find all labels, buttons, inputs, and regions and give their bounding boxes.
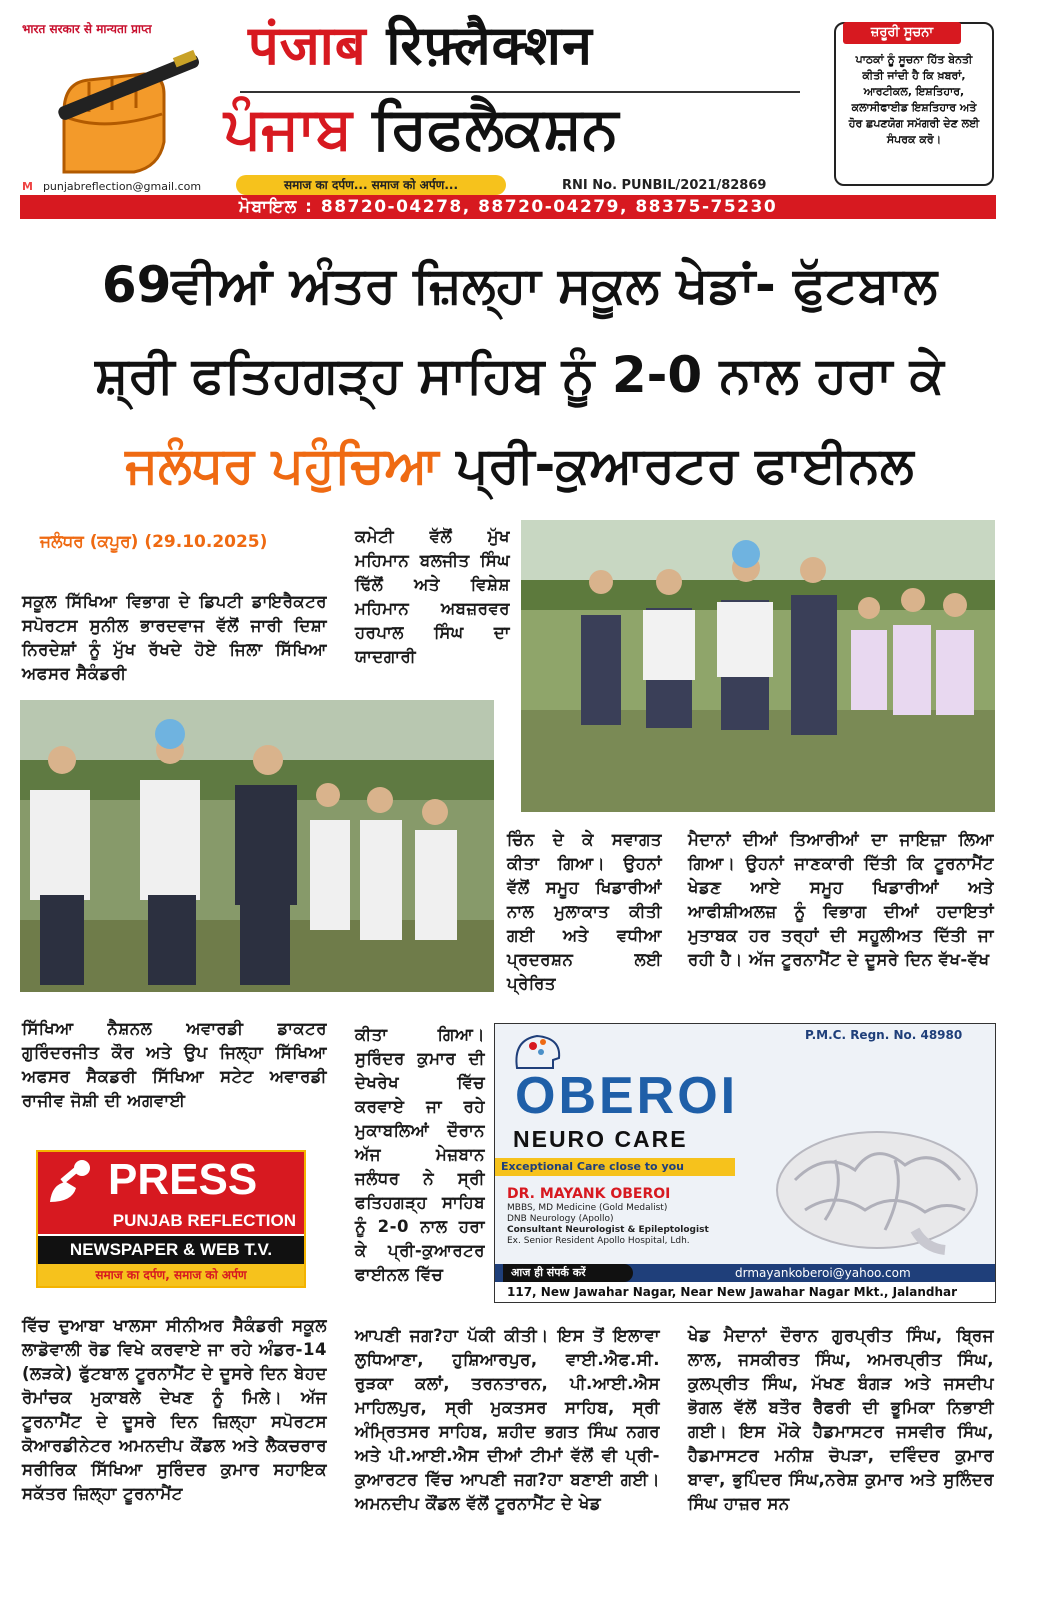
ad-regn: P.M.C. Regn. No. 48980 [805,1028,963,1042]
ad-qual-2: DNB Neurology (Apollo) [507,1214,614,1224]
dateline: ਜਲੰਧਰ (ਕਪੂਰ) (29.10.2025) [40,532,268,552]
notice-tag: ਜ਼ਰੂਰੀ ਸੂਚਨਾ [843,22,961,44]
masthead-tagline: समाज का दर्पण... समाज को अर्पण... [236,175,506,195]
title-hindi-part2: रिफ़्लैक्शन [386,14,593,77]
ad-qualifications [507,1203,709,1247]
headline-line1: 69ਵੀਆਂ ਅੰਤਰ ਜ਼ਿਲ੍ਹਾ ਸਕੂਲ ਖੇਡਾਂ- ਫੁੱਟਬਾਲ [101,256,938,314]
photo-players-greeting [20,700,494,992]
ad-slogan: Exceptional Care close to you [495,1158,735,1176]
ad-brand: OBEROI [515,1067,739,1125]
microphone-hand-icon [46,1158,96,1204]
masthead-title-hindi [248,16,593,76]
photo-officials-meeting [521,520,995,812]
press-motto: समाज का दर्पण, समाज को अर्पण [38,1264,304,1286]
gov-recognition: भारत सरकार से मान्यता प्राप्त [22,22,152,36]
ad-doctor: DR. MAYANK OBEROI [507,1186,671,1202]
masthead-email [22,180,201,193]
title-punjabi-part2: ਰਿਫਲੈਕਸ਼ਨ [372,94,619,162]
ad-brand2: NEURO CARE [513,1126,688,1152]
press-logo [36,1150,306,1288]
title-hindi-part1: पंजाब [248,14,367,77]
headline-line2: ਸ਼੍ਰੀ ਫਤਿਹਗੜ੍ਹ ਸਾਹਿਬ ਨੂੰ 2-0 ਨਾਲ ਹਰਾ ਕੇ [95,346,944,404]
masthead-divider [240,91,800,93]
email-text: punjabreflection@gmail.com [42,180,202,193]
pen-fist-logo-icon [34,42,199,177]
notice-body: ਪਾਠਕਾਂ ਨੂੰ ਸੂਚਨਾ ਹਿੱਤ ਬੇਨਤੀ ਕੀਤੀ ਜਾਂਦੀ ਹੈ ਕਿ ਖ਼ਬਰਾਂ, ਆਰਟੀਕਲ, ਇਸ਼ਤਿਹਾਰ, ਕਲਾਸੀਫਾਈਡ ਇਸ਼ਤਿਹਾਰ ਅਤੇ ਹੋਰ ਛਪਣਯੋਗ ਸਮੱਗਰੀ ਦੇਣ ਲਈ ਸੰਪਰਕ ਕਰੋ। [848,53,980,146]
masthead-title-punjabi [224,96,618,160]
article-col2-top: ਕਮੇਟੀ ਵੱਲੋਂ ਮੁੱਖ ਮਹਿਮਾਨ ਬਲਜੀਤ ਸਿੰਘ ਢਿੱਲੋਂ ਅਤੇ ਵਿਸ਼ੇਸ਼ ਮਹਿਮਾਨ ਅਬਜ਼ਰਵਰ ਹਰਪਾਲ ਸਿੰਘ ਦਾ ਯਾਦਗਾਰੀ [355,527,510,666]
article-col2-mid: ਕੀਤਾ ਗਿਆ। ਸੁਰਿੰਦਰ ਕੁਮਾਰ ਦੀ ਦੇਖਰੇਖ ਵਿੱਚ ਕਰਵਾਏ ਜਾ ਰਹੇ ਮੁਕਾਬਲਿਆਂ ਦੌਰਾਨ ਅੱਜ ਮੇਜ਼ਬਾਨ ਜਲੰਧਰ ਨੇ ਸ੍ਰੀ ਫਤਿਹਗੜ੍ਹ ਸਾਹਿਬ ਨੂੰ 2-0 ਨਾਲ ਹਰਾ ਕੇ ਪ੍ਰੀ-ਕੁਆਰਟਰ ਫਾਈਨਲ ਵਿੱਚ [355,1025,485,1284]
brain-image-icon [765,1120,985,1256]
rni-number: RNI No. PUNBIL/2021/82869 [562,178,767,193]
article-col1-top: ਸਕੂਲ ਸਿੱਖਿਆ ਵਿਭਾਗ ਦੇ ਡਿਪਟੀ ਡਾਇਰੈਕਟਰ ਸਪੋਰਟਸ ਸੁਨੀਲ ਭਾਰਦਵਾਜ ਵੱਲੋਂ ਜਾਰੀ ਦਿਸ਼ਾ ਨਿਰਦੇਸ਼ਾਂ ਨੂੰ ਮੁੱਖ ਰੱਖਦੇ ਹੋਏ ਜਿਲਾ ਸਿੱਖਿਆ ਅਫਸਰ ਸੈਕੰਡਰੀ [22,592,327,683]
ad-qual-4: Ex. Senior Resident Apollo Hospital, Ldh. [507,1236,690,1246]
press-word: PRESS [108,1155,258,1204]
press-name: PUNJAB REFLECTION [38,1208,304,1234]
article-col1-mid: ਸਿੱਖਿਆ ਨੈਸ਼ਨਲ ਅਵਾਰਡੀ ਡਾਕਟਰ ਗੁਰਿੰਦਰਜੀਤ ਕੌਰ ਅਤੇ ਉਪ ਜਿਲ੍ਹਾ ਸਿੱਖਿਆ ਅਫਸਰ ਸੈਕਡਰੀ ਸਿੱਖਿਆ ਸਟੇਟ ਅਵਾਰਡੀ ਰਾਜੀਵ ਜੋਸ਼ੀ ਦੀ ਅਗਵਾਈ [22,1019,327,1110]
article-col2-bottom: ਆਪਣੀ ਜਗ?ਹਾ ਪੱਕੀ ਕੀਤੀ। ਇਸ ਤੋਂ ਇਲਾਵਾ ਲੁਧਿਆਣਾ, ਹੁਸ਼ਿਆਰਪੁਰ, ਵਾਈ.ਐਫ.ਸੀ. ਰੁੜਕਾ ਕਲਾਂ, ਤਰਨਤਾਰਨ, ਪੀ.ਆਈ.ਐਸ ਮਾਹਿਲਪੁਰ, ਸ੍ਰੀ ਮੁਕਤਸਰ ਸਾਹਿਬ, ਸ੍ਰੀ ਅੰਮ੍ਰਿਤਸਰ ਸਾਹਿਬ, ਸ਼ਹੀਦ ਭਗਤ ਸਿੰਘ ਨਗਰ ਅਤੇ ਪੀ.ਆਈ.ਐਸ ਦੀਆਂ ਟੀਮਾਂ ਵੱਲੋਂ ਵੀ ਪ੍ਰੀ-ਕੁਆਰਟਰ ਵਿੱਚ ਆਪਣੀ ਜਗ?ਹਾ ਬਣਾਈ ਗਈ। ਅਮਨਦੀਪ ਕੌਂਡਲ ਵੱਲੋਂ ਟੂਰਨਾਮੈਂਟ ਦੇ ਖੇਡ [355,1326,660,1513]
headline-line3 [20,430,1019,500]
head-brain-icon [507,1030,567,1070]
headline-line3-orange: ਜਲੰਧਰ ਪਹੁੰਚਿਆ [125,436,439,494]
headline-line3-black: ਪ੍ਰੀ-ਕੁਆਰਟਰ ਫਾਈਨਲ [438,436,914,494]
article-col4-mid: ਮੈਦਾਨਾਂ ਦੀਆਂ ਤਿਆਰੀਆਂ ਦਾ ਜਾਇਜ਼ਾ ਲਿਆ ਗਿਆ। ਉਹਨਾਂ ਜਾਣਕਾਰੀ ਦਿੱਤੀ ਕਿ ਟੂਰਨਾਮੈਂਟ ਖੇਡਣ ਆਏ ਸਮੂਹ ਖਿਡਾਰੀਆਂ ਅਤੇ ਆਫੀਸ਼ੀਅਲਜ਼ ਨੂੰ ਵਿਭਾਗ ਦੀਆਂ ਹਦਾਇਤਾਂ ਮੁਤਾਬਕ ਹਰ ਤਰ੍ਹਾਂ ਦੀ ਸਹੂਲੀਅਤ ਦਿੱਤੀ ਜਾ ਰਹੀ ਹੈ। ਅੱਜ ਟੂਰਨਾਮੈਂਟ ਦੇ ਦੂਸਰੇ ਦਿਨ ਵੱਖ-ਵੱਖ [688,830,994,969]
press-sub: NEWSPAPER & WEB T.V. [38,1236,304,1264]
title-punjabi-part1: ਪੰਜਾਬ [224,94,353,162]
article-col3-mid: ਚਿੰਨ ਦੇ ਕੇ ਸਵਾਗਤ ਕੀਤਾ ਗਿਆ। ਉਹਨਾਂ ਵੱਲੋਂ ਸਮੂਹ ਖਿਡਾਰੀਆਂ ਨਾਲ ਮੁਲਾਕਾਤ ਕੀਤੀ ਗਈ ਅਤੇ ਵਧੀਆ ਪ੍ਰਦਰਸ਼ਨ ਲਈ ਪ੍ਰੇਰਿਤ [507,830,662,993]
ad-qual-1: MBBS, MD Medicine (Gold Medalist) [507,1203,668,1213]
article-col3-bottom: ਖੇਡ ਮੈਦਾਨਾਂ ਦੌਰਾਨ ਗੁਰਪ੍ਰੀਤ ਸਿੰਘ, ਬ੍ਰਿਜ ਲਾਲ, ਜਸਕੀਰਤ ਸਿੰਘ, ਅਮਰਪ੍ਰੀਤ ਸਿੰਘ, ਕੁਲਪ੍ਰੀਤ ਸਿੰਘ, ਮੱਖਣ ਬੰਗੜ ਅਤੇ ਜਸਦੀਪ ਭੋਗਲ ਵੱਲੋਂ ਬਤੌਰ ਰੈਫਰੀ ਦੀ ਭੂਮਿਕਾ ਨਿਭਾਈ ਗਈ। ਇਸ ਮੌਕੇ ਹੈਡਮਾਸਟਰ ਜਸਵੀਰ ਸਿੰਘ, ਹੈਡਮਾਸਟਰ ਮਨੀਸ਼ ਚੋਪੜਾ, ਦਵਿੰਦਰ ਕੁਮਾਰ ਬਾਵਾ, ਭੁਪਿੰਦਰ ਸਿੰਘ,ਨਰੇਸ਼ ਕੁਮਾਰ ਅਤੇ ਸੁਲਿੰਦਰ ਸਿੰਘ ਹਾਜ਼ਰ ਸਨ [688,1326,994,1513]
oberoi-neuro-ad [494,1023,996,1303]
mobile-strip: ਮੋਬਾਇਲ : 88720-04278, 88720-04279, 88375-75230 [20,195,996,219]
ad-qual-3: Consultant Neurologist & Epileptologist [507,1225,709,1235]
mail-icon: M [22,180,33,193]
ad-email: drmayankoberoi@yahoo.com [735,1266,911,1280]
ad-address: 117, New Jawahar Nagar, Near New Jawahar Nagar Mkt., Jalandhar [495,1282,995,1302]
ad-contact-tag: आज ही संपर्क करें [503,1264,633,1282]
article-col1-bottom: ਵਿੱਚ ਦੁਆਬਾ ਖਾਲਸਾ ਸੀਨੀਅਰ ਸੈਕੰਡਰੀ ਸਕੂਲ ਲਾਡੋਵਾਲੀ ਰੋਡ ਵਿਖੇ ਕਰਵਾਏ ਜਾ ਰਹੇ ਅੰਡਰ-14 (ਲੜਕੇ) ਫੁੱਟਬਾਲ ਟੂਰਨਾਮੈਂਟ ਦੇ ਦੂਸਰੇ ਦਿਨ ਬੇਹਦ ਰੋਮਾਂਚਕ ਮੁਕਾਬਲੇ ਦੇਖਣ ਨੂੰ ਮਿਲੇ। ਅੱਜ ਟੂਰਨਾਮੈਂਟ ਦੇ ਦੂਸਰੇ ਦਿਨ ਜ਼ਿਲ੍ਹਾ ਸਪੋਰਟਸ ਕੋਆਰਡੀਨੇਟਰ ਅਮਨਦੀਪ ਕੌਂਡਲ ਅਤੇ ਲੈਕਚਰਾਰ ਸਰੀਰਿਕ ਸਿੱਖਿਆ ਸੁਰਿੰਦਰ ਕੁਮਾਰ ਸਹਾਇਕ ਸਕੱਤਰ ਜ਼ਿਲ੍ਹਾ ਟੂਰਨਾਮੈਂਟ [22,1316,327,1503]
